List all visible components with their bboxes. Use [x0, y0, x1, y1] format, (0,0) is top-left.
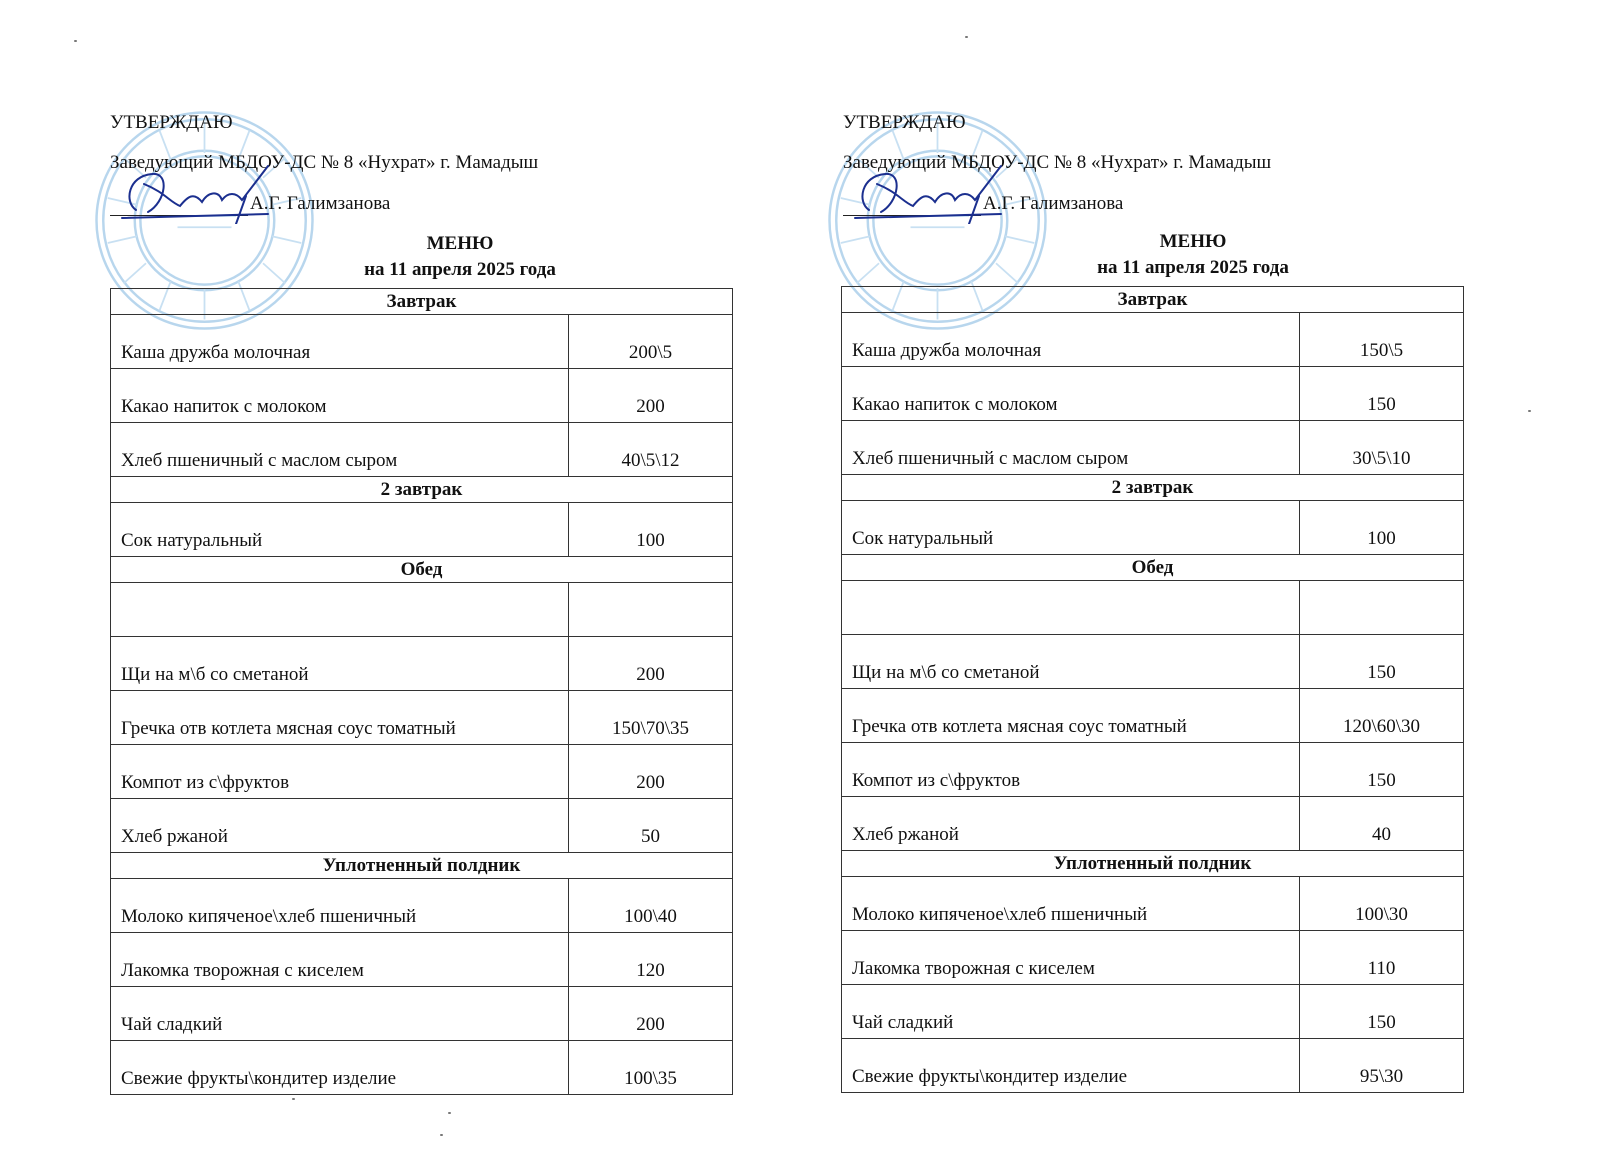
- table-row: [842, 743, 1464, 797]
- handwritten-signature-icon: [118, 162, 278, 224]
- dish-quantity: 150\70\35: [569, 691, 733, 745]
- table-row: [111, 637, 733, 691]
- table-row: [111, 423, 733, 477]
- dish-quantity: 30\5\10: [1300, 421, 1464, 475]
- dish-quantity: [569, 583, 733, 637]
- dish-name: Лакомка творожная с киселем: [842, 931, 1300, 985]
- table-row: [842, 797, 1464, 851]
- menu-table: [110, 288, 733, 1095]
- signatory-name: А.Г. Галимзанова: [250, 193, 391, 214]
- scan-speck: [292, 1098, 295, 1100]
- table-row: [842, 1039, 1464, 1093]
- table-row: [842, 985, 1464, 1039]
- dish-name: [842, 581, 1300, 635]
- dish-quantity: 95\30: [1300, 1039, 1464, 1093]
- dish-quantity: [1300, 581, 1464, 635]
- dish-name: Хлеб пшеничный с маслом сыром: [842, 421, 1300, 475]
- dish-name: Каша дружба молочная: [111, 315, 569, 369]
- dish-quantity: 100\40: [569, 879, 733, 933]
- dish-quantity: 40: [1300, 797, 1464, 851]
- scan-speck: [965, 36, 968, 38]
- scan-speck: [74, 40, 77, 42]
- dish-name: [111, 583, 569, 637]
- dish-quantity: 200: [569, 745, 733, 799]
- section-header: [842, 851, 1464, 877]
- section-header: [842, 287, 1464, 313]
- table-row: [842, 635, 1464, 689]
- section-title: Обед: [111, 557, 733, 583]
- section-title: 2 завтрак: [842, 475, 1464, 501]
- table-row: [842, 581, 1464, 635]
- section-title: Уплотненный полдник: [111, 853, 733, 879]
- dish-quantity: 200: [569, 637, 733, 691]
- table-row: [842, 877, 1464, 931]
- dish-name: Свежие фрукты\кондитер изделие: [842, 1039, 1300, 1093]
- table-row: [111, 1041, 733, 1095]
- table-row: [111, 369, 733, 423]
- section-title: Завтрак: [111, 289, 733, 315]
- table-row: [111, 315, 733, 369]
- approve-label: УТВЕРЖДАЮ: [843, 112, 966, 133]
- table-row: [111, 691, 733, 745]
- dish-name: Молоко кипяченое\хлеб пшеничный: [842, 877, 1300, 931]
- dish-name: Компот из с\фруктов: [111, 745, 569, 799]
- menu-date: на 11 апреля 2025 года: [364, 259, 556, 280]
- section-title: Завтрак: [842, 287, 1464, 313]
- dish-quantity: 120: [569, 933, 733, 987]
- dish-quantity: 200: [569, 987, 733, 1041]
- section-header: [842, 555, 1464, 581]
- dish-name: Хлеб ржаной: [111, 799, 569, 853]
- table-row: [111, 879, 733, 933]
- section-header: [111, 853, 733, 879]
- table-row: [842, 313, 1464, 367]
- dish-name: Сок натуральный: [111, 503, 569, 557]
- dish-quantity: 200\5: [569, 315, 733, 369]
- dish-name: Свежие фрукты\кондитер изделие: [111, 1041, 569, 1095]
- dish-quantity: 200: [569, 369, 733, 423]
- menu-title: МЕНЮ: [1159, 231, 1227, 252]
- dish-name: Какао напиток с молоком: [842, 367, 1300, 421]
- dish-name: Какао напиток с молоком: [111, 369, 569, 423]
- dish-quantity: 100: [1300, 501, 1464, 555]
- scan-speck: [1528, 410, 1531, 412]
- dish-name: Молоко кипяченое\хлеб пшеничный: [111, 879, 569, 933]
- handwritten-signature-icon: [851, 162, 1011, 224]
- section-header: [842, 475, 1464, 501]
- section-header: [111, 289, 733, 315]
- menu-date: на 11 апреля 2025 года: [1097, 257, 1289, 278]
- section-header: [111, 477, 733, 503]
- table-row: [111, 503, 733, 557]
- menu-sheet-left: [110, 0, 750, 1164]
- head-title: Заведующий МБДОУ-ДС № 8 «Нухрат» г. Мамадыш: [843, 152, 1272, 173]
- table-row: [111, 987, 733, 1041]
- menu-table: [841, 286, 1464, 1093]
- table-row: [111, 933, 733, 987]
- section-header: [111, 557, 733, 583]
- table-row: [111, 583, 733, 637]
- dish-quantity: 100\35: [569, 1041, 733, 1095]
- dish-name: Сок натуральный: [842, 501, 1300, 555]
- dish-name: Каша дружба молочная: [842, 313, 1300, 367]
- dish-quantity: 150: [1300, 743, 1464, 797]
- dish-quantity: 100\30: [1300, 877, 1464, 931]
- dish-quantity: 50: [569, 799, 733, 853]
- table-row: [842, 689, 1464, 743]
- table-row: [111, 799, 733, 853]
- dish-name: Щи на м\б со сметаной: [842, 635, 1300, 689]
- dish-quantity: 40\5\12: [569, 423, 733, 477]
- dish-name: Хлеб ржаной: [842, 797, 1300, 851]
- menu-title-block: [908, 229, 1478, 281]
- dish-quantity: 100: [569, 503, 733, 557]
- scan-speck: [440, 1134, 443, 1136]
- table-row: [842, 931, 1464, 985]
- dish-name: Чай сладкий: [111, 987, 569, 1041]
- scan-speck: [448, 1112, 451, 1114]
- dish-name: Гречка отв котлета мясная соус томатный: [111, 691, 569, 745]
- dish-name: Щи на м\б со сметаной: [111, 637, 569, 691]
- dish-quantity: 110: [1300, 931, 1464, 985]
- table-row: [842, 501, 1464, 555]
- dish-quantity: 120\60\30: [1300, 689, 1464, 743]
- dish-quantity: 150\5: [1300, 313, 1464, 367]
- dish-quantity: 150: [1300, 985, 1464, 1039]
- section-title: Обед: [842, 555, 1464, 581]
- head-title: Заведующий МБДОУ-ДС № 8 «Нухрат» г. Мамадыш: [110, 152, 539, 173]
- dish-name: Хлеб пшеничный с маслом сыром: [111, 423, 569, 477]
- menu-sheet-right: [843, 0, 1483, 1164]
- dish-name: Гречка отв котлета мясная соус томатный: [842, 689, 1300, 743]
- dish-name: Лакомка творожная с киселем: [111, 933, 569, 987]
- approve-label: УТВЕРЖДАЮ: [110, 112, 233, 133]
- signatory-name: А.Г. Галимзанова: [983, 193, 1124, 214]
- dish-quantity: 150: [1300, 367, 1464, 421]
- table-row: [111, 745, 733, 799]
- menu-title-block: [175, 231, 745, 283]
- table-row: [842, 367, 1464, 421]
- dish-name: Компот из с\фруктов: [842, 743, 1300, 797]
- section-title: Уплотненный полдник: [842, 851, 1464, 877]
- dish-name: Чай сладкий: [842, 985, 1300, 1039]
- dish-quantity: 150: [1300, 635, 1464, 689]
- menu-title: МЕНЮ: [426, 233, 494, 254]
- table-row: [842, 421, 1464, 475]
- section-title: 2 завтрак: [111, 477, 733, 503]
